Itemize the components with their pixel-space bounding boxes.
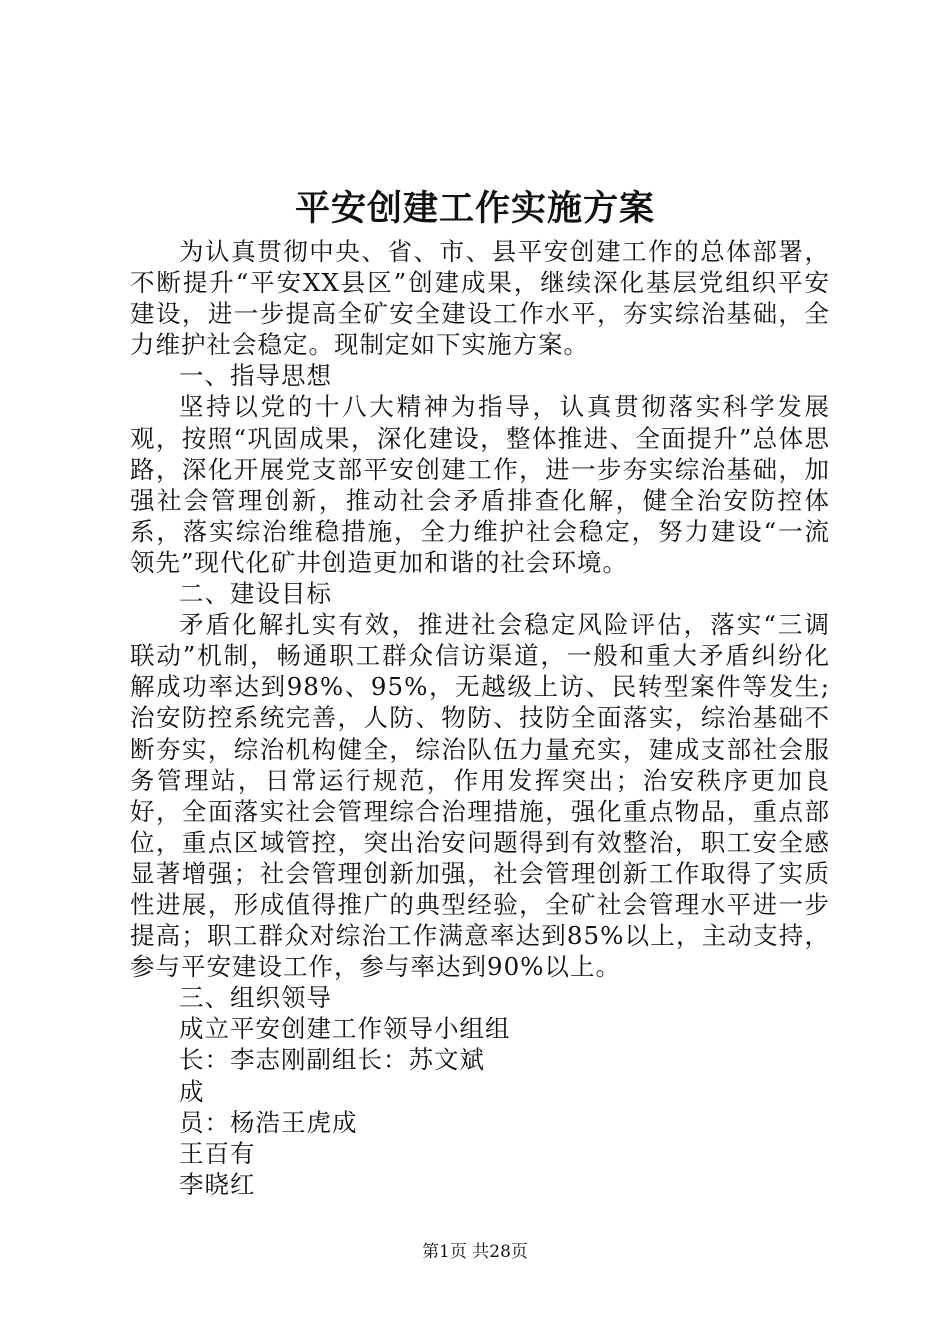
leadership-line: 成 — [179, 1076, 205, 1106]
page-number-footer: 第1页 共28页 — [422, 1242, 528, 1262]
document-body — [130, 236, 830, 1200]
leadership-line: 王百有 — [179, 1138, 256, 1168]
leadership-line: 成立平安创建工作领导小组组 — [179, 1014, 511, 1044]
leadership-line: 员：杨浩王虎成 — [179, 1107, 358, 1137]
intro-paragraph: 为认真贯彻中央、省、市、县平安创建工作的总体部署，不断提升“平安XX县区”创建成果，继续深化基层党组织平安建设，进一步提高全矿安全建设工作水平，夯实综治基础，全力维护社会稳定。现制定如下实施方案。 — [130, 237, 830, 360]
document-title: 平安创建工作实施方案 — [294, 188, 655, 229]
guiding-ideology-paragraph: 坚持以党的十八大精神为指导，认真贯彻落实科学发展观，按照“巩固成果，深化建设，整体推进、全面提升”总体思路，深化开展党支部平安创建工作，进一步夯实综治基础，加强社会管理创新，推动社会矛盾排查化解，健全治安防控体系，落实综治维稳措施，全力维护社会稳定，努力建设“一流领先”现代化矿井创造更加和谐的社会环境。 — [130, 392, 830, 577]
section-heading-goals: 二、建设目标 — [179, 579, 332, 609]
section-heading-leadership: 三、组织领导 — [179, 983, 332, 1013]
leadership-line: 长：李志刚副组长：苏文斌 — [179, 1045, 485, 1075]
section-heading-guiding-ideology: 一、指导思想 — [179, 361, 332, 391]
goals-paragraph: 矛盾化解扎实有效，推进社会稳定风险评估，落实“三调联动”机制，畅通职工群众信访渠道，一般和重大矛盾纠纷化解成功率达到98%、95%，无越级上访、民转型案件等发生;治安防控系统完善，人防、物防、技防全面落实，综治基础不断夯实，综治机构健全，综治队伍力量充实，建成支部社会服务管理站，日常运行规范，作用发挥突出；治安秩序更加良好，全面落实社会管理综合治理措施，强化重点物品，重点部位，重点区域管控，突出治安问题得到有效整治，职工安全感显著增强；社会管理创新加强，社会管理创新工作取得了实质性进展，形成值得推广的典型经验，全矿社会管理水平进一步提高；职工群众对综治工作满意率达到85%以上，主动支持，参与平安建设工作，参与率达到90%以上。 — [130, 610, 830, 982]
leadership-line: 李晓红 — [179, 1169, 256, 1199]
